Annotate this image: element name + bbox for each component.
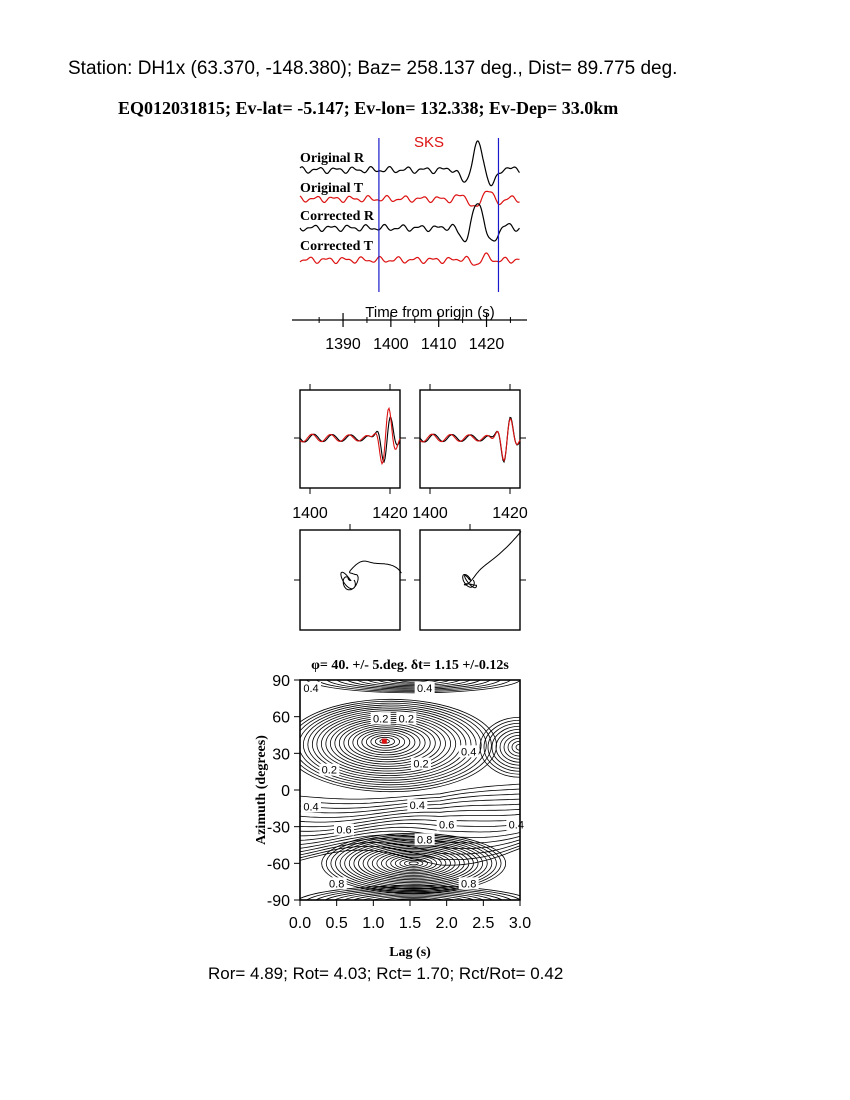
contour-label: 0.4 — [303, 682, 319, 695]
azimuth-axis-ticks — [267, 673, 300, 910]
seismogram-panel — [292, 134, 527, 353]
contour-ring-lower — [372, 850, 455, 877]
contour-label: 0.8 — [461, 878, 477, 891]
contour-ring-lower — [363, 847, 464, 880]
lag-tick-label-0.5: 0.5 — [325, 915, 348, 932]
time-axis-label: Time from origin (s) — [365, 304, 495, 321]
contour-ring-lower — [391, 856, 437, 871]
azimuth-tick-label-0: 0 — [281, 783, 290, 800]
lag-axis-label: Lag (s) — [389, 945, 431, 960]
particle-motion-right — [463, 532, 521, 588]
best-fit-marker — [382, 739, 387, 744]
time-tick-label-1410: 1410 — [420, 336, 457, 353]
contour-label: 0.6 — [336, 824, 352, 837]
contour-ring-lower — [377, 851, 451, 875]
ratios-footer: Ror= 4.89; Rot= 4.03; Rct= 1.70; Rct/Rot= 0.42 — [208, 964, 564, 983]
azimuth-tick-label--30: -30 — [266, 819, 290, 837]
lag-axis-ticks — [289, 900, 531, 932]
energy-grid-panel — [254, 658, 560, 960]
contour-lines — [285, 663, 560, 922]
contour-label: 0.8 — [329, 878, 345, 891]
contour-band — [300, 819, 520, 831]
contour-label: 0.2 — [398, 713, 414, 726]
azimuth-tick-label--90: -90 — [266, 893, 290, 910]
contour-label: 0.4 — [303, 801, 319, 814]
event-header: EQ012031815; Ev-lat= -5.147; Ev-lon= 132.338; Ev-Dep= 33.0km — [118, 98, 619, 118]
lag-tick-label-2.5: 2.5 — [472, 915, 495, 932]
trace-label-corrected-r: Corrected R — [300, 209, 374, 224]
grid-title: φ= 40. +/- 5.deg. δt= 1.15 +/-0.12s — [311, 658, 509, 673]
azimuth-tick-label-60: 60 — [272, 709, 290, 727]
contour-label: 0.4 — [417, 682, 433, 695]
contour-label: 0.2 — [321, 764, 337, 777]
waveform-tick-label-1420: 1420 — [372, 505, 408, 522]
lag-tick-label-2.0: 2.0 — [435, 915, 458, 932]
contour-label: 0.4 — [461, 746, 477, 759]
contour-label: 0.2 — [413, 758, 429, 771]
contour-band — [300, 814, 520, 826]
contour-ring-top — [376, 672, 452, 685]
waveform-panels — [292, 384, 528, 522]
trace-label-original-r: Original R — [300, 151, 365, 166]
phase-label: SKS — [414, 134, 445, 151]
azimuth-axis-label: Azimuth (degrees) — [254, 735, 269, 845]
waveform-box-right — [420, 390, 520, 488]
azimuth-tick-label--60: -60 — [266, 856, 290, 874]
time-tick-label-1390: 1390 — [325, 336, 361, 353]
waveform-tick-label-1400: 1400 — [292, 505, 328, 522]
lag-tick-label-3.0: 3.0 — [508, 915, 532, 932]
contour-ring-bottom — [349, 894, 479, 915]
lag-tick-label-0.0: 0.0 — [288, 915, 312, 932]
trace-label-corrected-t: Corrected T — [300, 239, 373, 254]
azimuth-tick-label-30: 30 — [272, 746, 290, 764]
lag-tick-label-1.0: 1.0 — [362, 915, 385, 932]
contour-label: 0.4 — [508, 819, 524, 832]
waveform-axis-ticks — [292, 384, 528, 522]
trace-label-original-t: Original T — [300, 181, 364, 196]
contour-label: 0.6 — [439, 819, 455, 832]
trace-corrected-t — [300, 253, 520, 265]
waveform-right-red — [420, 419, 520, 461]
lag-tick-label-1.5: 1.5 — [398, 915, 422, 932]
contour-label: 0.4 — [409, 800, 425, 813]
particle-ticks — [294, 524, 526, 580]
time-tick-label-1400: 1400 — [373, 336, 409, 353]
station-header: Station: DH1x (63.370, -148.380); Baz= 258.137 deg., Dist= 89.775 deg. — [68, 58, 678, 79]
contour-label: 0.8 — [417, 834, 433, 847]
contour-ring-lower — [409, 862, 418, 865]
particle-motion-panels — [294, 524, 526, 630]
contour-ring-bottom — [394, 900, 434, 908]
particle-motion-left — [341, 561, 402, 590]
waveform-tick-label-1400: 1400 — [412, 505, 448, 522]
time-tick-label-1420: 1420 — [468, 336, 505, 353]
contour-ring-lower — [404, 860, 422, 866]
waveform-tick-label-1420: 1420 — [492, 505, 528, 522]
azimuth-tick-label-90: 90 — [272, 673, 290, 690]
contour-label: 0.2 — [373, 713, 389, 726]
